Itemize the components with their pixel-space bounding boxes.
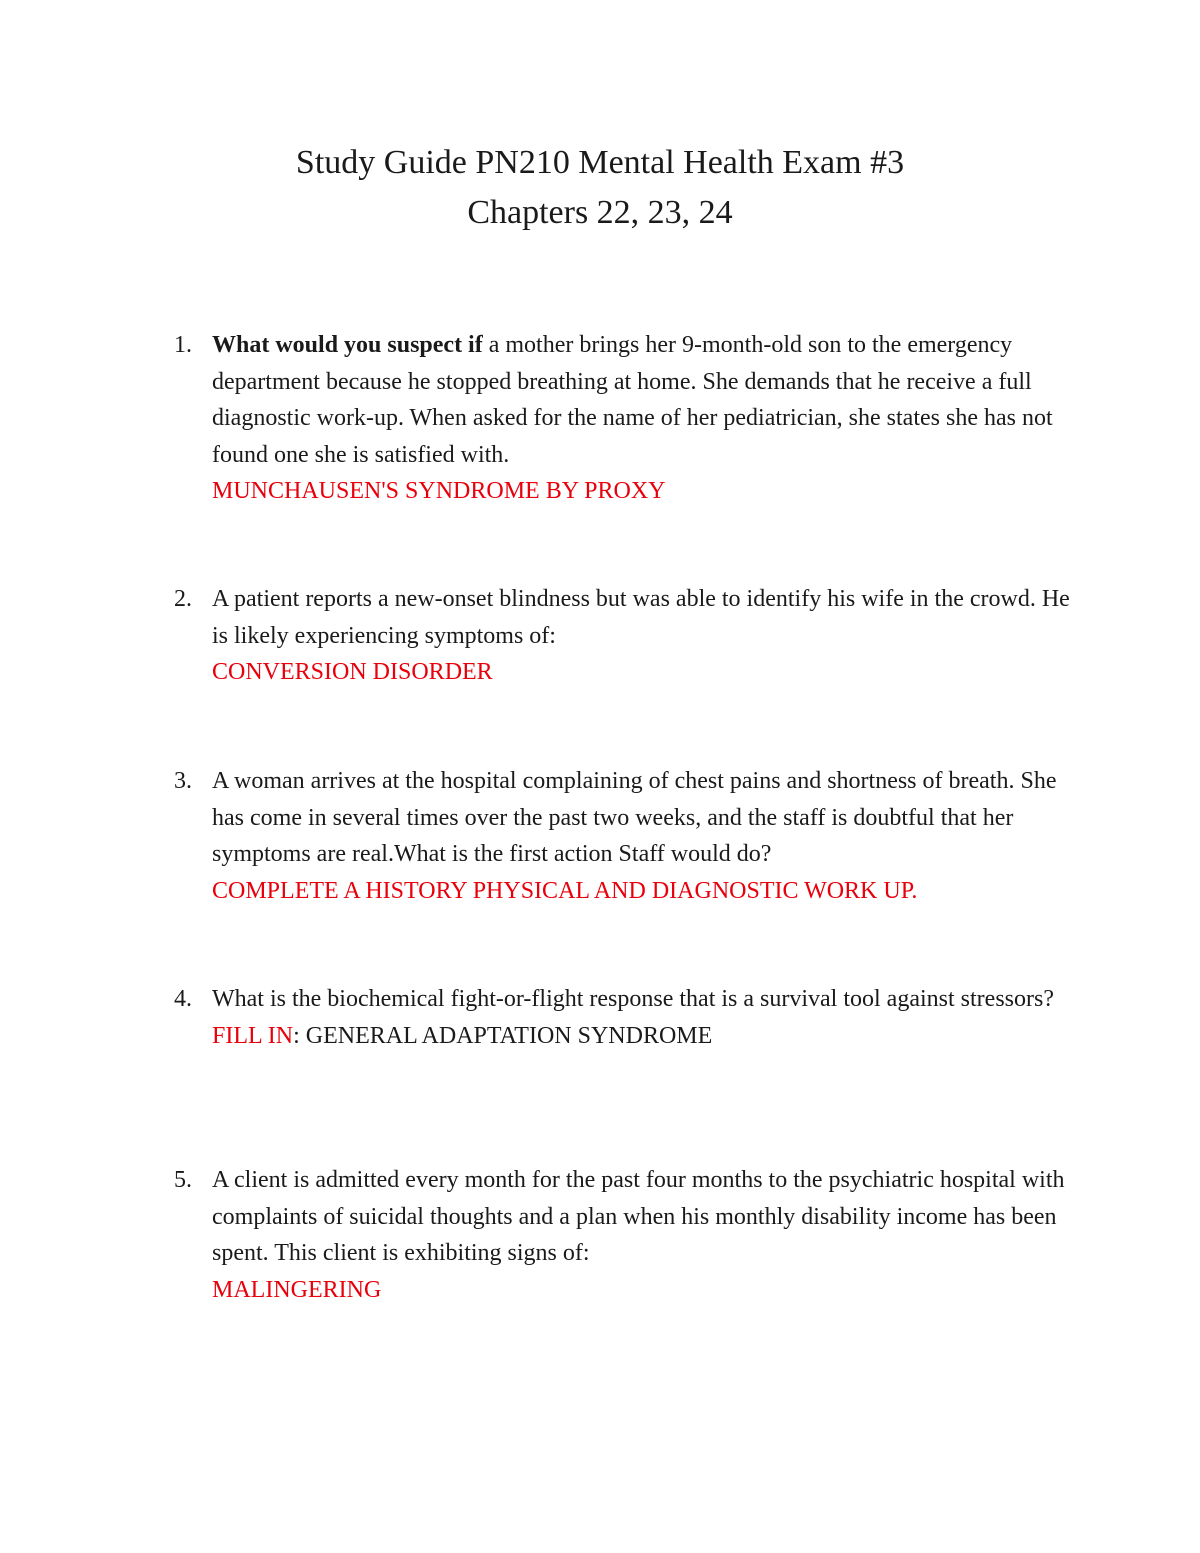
question-number: 1. <box>174 332 192 358</box>
question-number: 4. <box>174 986 192 1012</box>
question-text: What is the biochemical fight-or-flight response that is a survival tool against stressors? <box>212 986 1054 1012</box>
answer-label: FILL IN <box>212 1022 294 1049</box>
question-item <box>174 1162 1072 1308</box>
answer-text: CONVERSION DISORDER <box>212 659 493 685</box>
page-title: Study Guide PN210 Mental Health Exam #3 <box>295 144 905 181</box>
answer-text: COMPLETE A HISTORY PHYSICAL AND DIAGNOSTIC WORK UP. <box>212 877 918 904</box>
answer-text: MUNCHAUSEN'S SYNDROME BY PROXY <box>212 478 666 504</box>
question-text: A patient reports a new-onset blindness but was able to identify his wife in the crowd. He is likely experiencing symptoms of: <box>212 586 1070 649</box>
title-block <box>0 138 1200 238</box>
question-number: 3. <box>174 768 192 794</box>
question-item <box>174 763 1072 909</box>
question-item <box>174 327 1072 510</box>
question-item <box>174 581 1072 691</box>
question-number: 5. <box>174 1167 192 1193</box>
answer-text: MALINGERING <box>212 1276 382 1303</box>
question-number: 2. <box>174 586 192 612</box>
question-text: A client is admitted every month for the past four months to the psychiatric hospital with complaints of suicidal thoughts and a plan when his monthly disability income has been spent. This client is exhibiting signs of: <box>212 1167 1065 1266</box>
question-text: A woman arrives at the hospital complaining of chest pains and shortness of breath. She has come in several times over the past two weeks, and the staff is doubtful that her symptoms are real.What is the first action Staff would do? <box>212 768 1057 867</box>
answer-text: : GENERAL ADAPTATION SYNDROME <box>293 1022 713 1049</box>
page-subtitle: Chapters 22, 23, 24 <box>467 194 733 231</box>
question-lead: What would you suspect if <box>212 332 489 358</box>
question-item <box>174 981 1072 1054</box>
question-text: a mother brings her 9-month-old son to the emergency department because he stopped breathing at home. She demands that he receive a full diagnostic work-up. When asked for the name of her pediatrician, she states she has not found one she is satisfied with. <box>212 332 1053 468</box>
